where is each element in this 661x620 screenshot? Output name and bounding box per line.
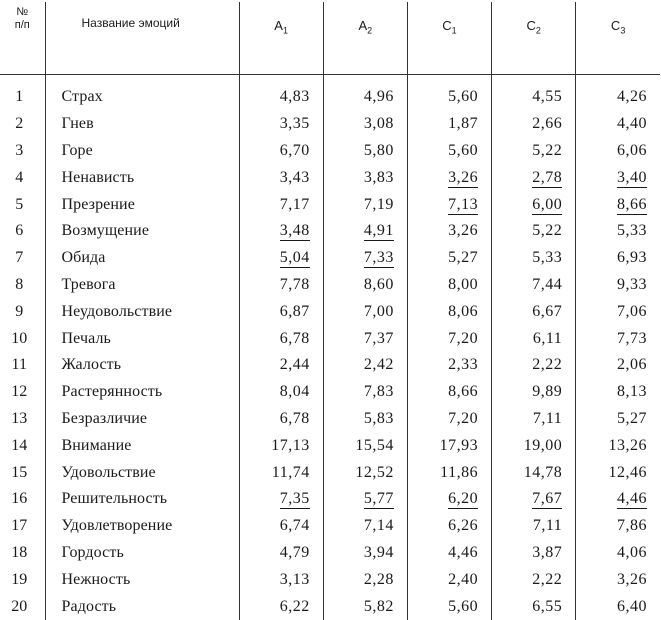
value-text: 5,60	[448, 88, 479, 106]
row-number: 7	[15, 249, 24, 267]
value-text: 5,27	[448, 249, 479, 267]
value-text: 2,22	[532, 356, 563, 374]
value-text: 7,17	[279, 195, 310, 213]
emotion-name: Страх	[45, 75, 239, 111]
value-text: 7,86	[617, 517, 647, 535]
value-text: 5,33	[617, 222, 647, 240]
value-c2	[492, 406, 576, 433]
value-a2	[323, 218, 407, 245]
value-c1	[407, 111, 491, 138]
value-text: 12,46	[608, 463, 647, 481]
value-text: 2,44	[279, 356, 310, 374]
value-a2	[323, 272, 407, 299]
value-text: 7,13	[448, 195, 479, 213]
value-text: 13,26	[608, 436, 647, 454]
value-text: 11,86	[440, 463, 479, 481]
value-text: 3,26	[448, 222, 479, 240]
value-a1	[239, 111, 323, 138]
value-text: 5,22	[532, 222, 563, 240]
value-text: 8,04	[279, 383, 310, 401]
table-header	[0, 2, 660, 75]
emotion-name: Растерянность	[45, 379, 239, 406]
value-text: 2,06	[617, 356, 647, 374]
value-text: 3,26	[448, 168, 479, 186]
emotion-name: Решительность	[45, 486, 239, 513]
value-a2	[323, 111, 407, 138]
value-text: 2,40	[448, 570, 479, 588]
value-text: 8,00	[448, 275, 479, 293]
value-a1	[239, 406, 323, 433]
row-number: 19	[11, 570, 28, 588]
value-text: 2,22	[532, 570, 563, 588]
value-text: 5,77	[363, 490, 394, 508]
header-a1: $A_1$	[239, 2, 323, 75]
value-text: 6,11	[532, 329, 563, 347]
value-c1	[407, 272, 491, 299]
value-a1	[239, 218, 323, 245]
value-text: 3,35	[279, 115, 310, 133]
value-text: 4,83	[279, 88, 310, 106]
table-row	[0, 111, 660, 138]
value-c3	[576, 325, 660, 352]
value-text: 7,44	[532, 275, 563, 293]
value-text: 5,04	[279, 249, 310, 267]
value-c2	[492, 513, 576, 540]
value-text: 7,14	[363, 517, 394, 535]
value-text: 3,48	[279, 222, 310, 240]
value-a1	[239, 432, 323, 459]
value-a1	[239, 379, 323, 406]
value-text: 7,83	[363, 383, 394, 401]
header-c2: $C_2$	[492, 2, 576, 75]
emotion-name: Жалость	[45, 352, 239, 379]
value-text: 6,74	[279, 517, 310, 535]
table-row	[0, 191, 660, 218]
value-a2	[323, 406, 407, 433]
header-a2: $A_2$	[323, 2, 407, 75]
value-a2	[323, 459, 407, 486]
value-text: 15,54	[355, 436, 394, 454]
value-c2	[492, 298, 576, 325]
table-row	[0, 272, 660, 299]
value-text: 1,87	[448, 115, 479, 133]
header-number-symbol: №	[16, 6, 29, 18]
table-body	[0, 75, 660, 620]
table-row	[0, 218, 660, 245]
value-a1	[239, 272, 323, 299]
value-text: 4,79	[279, 543, 310, 561]
value-c2	[492, 191, 576, 218]
emotion-name: Гнев	[45, 111, 239, 138]
value-c1	[407, 298, 491, 325]
value-c2	[492, 111, 576, 138]
value-a1	[239, 245, 323, 272]
value-text: 5,60	[448, 141, 479, 159]
value-text: 3,40	[617, 168, 647, 186]
value-c1	[407, 379, 491, 406]
value-text: 2,28	[363, 570, 394, 588]
header-number	[0, 2, 45, 75]
value-text: 6,70	[279, 141, 310, 159]
value-text: 2,78	[532, 168, 563, 186]
value-c2	[492, 486, 576, 513]
emotion-name: Возмущение	[45, 218, 239, 245]
value-text: 6,87	[279, 302, 310, 320]
value-a1	[239, 352, 323, 379]
value-text: 6,06	[617, 141, 647, 159]
value-text: 7,67	[532, 490, 563, 508]
value-c1	[407, 352, 491, 379]
value-a1	[239, 513, 323, 540]
value-c1	[407, 406, 491, 433]
row-number: 12	[11, 383, 28, 401]
value-text: 5,60	[448, 597, 479, 615]
value-c2	[492, 566, 576, 593]
value-text: 8,66	[448, 383, 479, 401]
emotion-name: Внимание	[45, 432, 239, 459]
value-text: 5,33	[532, 249, 563, 267]
value-text: 11,74	[271, 463, 310, 481]
value-a1	[239, 75, 323, 111]
value-text: 5,27	[617, 409, 647, 427]
value-a1	[239, 164, 323, 191]
value-c3	[576, 272, 660, 299]
value-a1	[239, 138, 323, 165]
value-c3	[576, 486, 660, 513]
table-row	[0, 138, 660, 165]
value-c1	[407, 513, 491, 540]
value-c3	[576, 218, 660, 245]
value-text: 3,43	[279, 168, 310, 186]
emotion-name: Ненависть	[45, 164, 239, 191]
value-text: 7,00	[363, 302, 394, 320]
value-c3	[576, 432, 660, 459]
value-text: 6,78	[279, 409, 310, 427]
value-text: 19,00	[523, 436, 563, 454]
value-text: 4,06	[617, 543, 647, 561]
value-text: 6,40	[617, 597, 647, 615]
value-a2	[323, 164, 407, 191]
row-number: 4	[15, 168, 24, 186]
table-row	[0, 540, 660, 567]
row-number: 16	[11, 490, 28, 508]
value-a2	[323, 566, 407, 593]
emotion-name: Тревога	[45, 272, 239, 299]
value-c2	[492, 379, 576, 406]
value-c1	[407, 218, 491, 245]
value-c3	[576, 379, 660, 406]
table-row	[0, 566, 660, 593]
value-c1	[407, 459, 491, 486]
value-a1	[239, 540, 323, 567]
value-text: 12,52	[355, 463, 394, 481]
emotion-name: Удовлетворение	[45, 513, 239, 540]
header-number-abbr: п/п	[14, 19, 30, 31]
value-c2	[492, 432, 576, 459]
value-text: 7,11	[532, 409, 563, 427]
value-text: 7,20	[448, 329, 479, 347]
value-c2	[492, 218, 576, 245]
row-number: 18	[11, 543, 28, 561]
value-text: 3,94	[363, 543, 394, 561]
table-row	[0, 325, 660, 352]
value-text: 4,26	[617, 88, 647, 106]
value-a1	[239, 298, 323, 325]
value-text: 6,26	[448, 517, 479, 535]
value-c3	[576, 138, 660, 165]
value-text: 3,83	[363, 168, 394, 186]
value-c1	[407, 164, 491, 191]
emotion-name: Гордость	[45, 540, 239, 567]
value-c1	[407, 540, 491, 567]
value-text: 6,22	[279, 597, 310, 615]
row-number: 10	[11, 329, 28, 347]
row-number: 8	[15, 275, 24, 293]
value-c2	[492, 272, 576, 299]
value-c3	[576, 513, 660, 540]
value-c3	[576, 245, 660, 272]
value-text: 7,19	[363, 195, 394, 213]
value-text: 7,37	[363, 329, 394, 347]
row-number: 11	[11, 356, 27, 374]
value-text: 6,67	[532, 302, 563, 320]
row-number: 1	[15, 88, 24, 106]
value-c3	[576, 540, 660, 567]
value-c3	[576, 75, 660, 111]
value-c1	[407, 191, 491, 218]
table-row	[0, 298, 660, 325]
value-text: 7,33	[363, 249, 394, 267]
table-row	[0, 164, 660, 191]
value-a2	[323, 379, 407, 406]
value-a2	[323, 486, 407, 513]
value-c2	[492, 459, 576, 486]
table-row	[0, 513, 660, 540]
value-text: 8,66	[617, 195, 647, 213]
header-c3: $C_3$	[576, 2, 660, 75]
value-a2	[323, 325, 407, 352]
value-text: 3,08	[363, 115, 394, 133]
value-a1	[239, 191, 323, 218]
emotion-name: Горе	[45, 138, 239, 165]
emotion-name: Обида	[45, 245, 239, 272]
value-c2	[492, 325, 576, 352]
value-c3	[576, 164, 660, 191]
emotion-name: Нежность	[45, 566, 239, 593]
value-c3	[576, 191, 660, 218]
table-row	[0, 406, 660, 433]
value-text: 2,33	[448, 356, 479, 374]
table-row	[0, 486, 660, 513]
value-a1	[239, 486, 323, 513]
value-text: 8,06	[448, 302, 479, 320]
value-text: 17,93	[439, 436, 479, 454]
row-number: 6	[15, 222, 24, 240]
value-text: 17,13	[271, 436, 310, 454]
header-emotion-name: Название эмоций	[45, 2, 239, 75]
table-row	[0, 75, 660, 111]
value-text: 4,46	[448, 543, 479, 561]
value-c2	[492, 138, 576, 165]
row-number: 5	[15, 195, 24, 213]
value-c3	[576, 459, 660, 486]
row-number: 2	[15, 115, 24, 133]
value-c3	[576, 298, 660, 325]
value-text: 5,82	[363, 597, 394, 615]
value-text: 4,40	[617, 115, 647, 133]
value-text: 4,96	[363, 88, 394, 106]
value-c1	[407, 245, 491, 272]
value-text: 5,83	[363, 409, 394, 427]
value-text: 5,80	[363, 141, 394, 159]
emotion-name: Удовольствие	[45, 459, 239, 486]
value-a2	[323, 191, 407, 218]
emotion-name: Печаль	[45, 325, 239, 352]
value-text: 4,55	[532, 88, 563, 106]
value-text: 3,13	[279, 570, 310, 588]
row-number: 3	[15, 141, 24, 159]
value-a2	[323, 245, 407, 272]
value-text: 6,55	[532, 597, 563, 615]
value-a2	[323, 513, 407, 540]
value-c2	[492, 164, 576, 191]
value-text: 6,20	[448, 490, 479, 508]
value-text: 5,22	[532, 141, 563, 159]
emotion-name: Неудовольствие	[45, 298, 239, 325]
value-text: 3,87	[532, 543, 563, 561]
value-text: 7,35	[279, 490, 310, 508]
value-text: 8,60	[363, 275, 394, 293]
value-text: 9,89	[532, 383, 563, 401]
row-number: 14	[11, 436, 28, 454]
value-text: 6,93	[617, 249, 647, 267]
value-c1	[407, 566, 491, 593]
value-text: 7,78	[279, 275, 310, 293]
row-number: 9	[15, 302, 24, 320]
value-text: 8,13	[617, 383, 647, 401]
value-c2	[492, 352, 576, 379]
value-text: 7,11	[532, 517, 563, 535]
value-text: 2,42	[363, 356, 394, 374]
value-a2	[323, 75, 407, 111]
value-c1	[407, 75, 491, 111]
value-text: 7,06	[617, 302, 647, 320]
value-text: 6,00	[532, 195, 563, 213]
value-text: 4,91	[363, 222, 394, 240]
emotion-name: Радость	[45, 593, 239, 620]
emotion-name: Безразличие	[45, 406, 239, 433]
value-text: 4,46	[617, 490, 647, 508]
value-c1	[407, 432, 491, 459]
value-a1	[239, 325, 323, 352]
value-text: 2,66	[532, 115, 563, 133]
value-c3	[576, 352, 660, 379]
row-number: 20	[11, 597, 28, 615]
value-c2	[492, 75, 576, 111]
table-row	[0, 459, 660, 486]
value-c1	[407, 138, 491, 165]
table-row	[0, 379, 660, 406]
value-c2	[492, 540, 576, 567]
table-row	[0, 245, 660, 272]
header-c1: $C_1$	[407, 2, 491, 75]
value-a2	[323, 352, 407, 379]
value-a1	[239, 566, 323, 593]
value-a2	[323, 138, 407, 165]
value-a2	[323, 298, 407, 325]
value-c1	[407, 486, 491, 513]
value-a1	[239, 459, 323, 486]
value-text: 3,26	[617, 570, 647, 588]
value-c3	[576, 566, 660, 593]
table-row	[0, 352, 660, 379]
value-c3	[576, 406, 660, 433]
row-number: 15	[11, 463, 28, 481]
value-a2	[323, 432, 407, 459]
row-number: 17	[11, 517, 28, 535]
table-row	[0, 432, 660, 459]
value-text: 14,78	[523, 463, 563, 481]
value-text: 9,33	[617, 275, 647, 293]
emotion-name: Презрение	[45, 191, 239, 218]
value-a2	[323, 540, 407, 567]
value-text: 6,78	[279, 329, 310, 347]
value-c2	[492, 245, 576, 272]
value-text: 7,73	[617, 329, 647, 347]
value-c1	[407, 325, 491, 352]
row-number: 13	[11, 409, 28, 427]
emotions-table	[0, 2, 660, 620]
value-text: 7,20	[448, 409, 479, 427]
value-c3	[576, 111, 660, 138]
